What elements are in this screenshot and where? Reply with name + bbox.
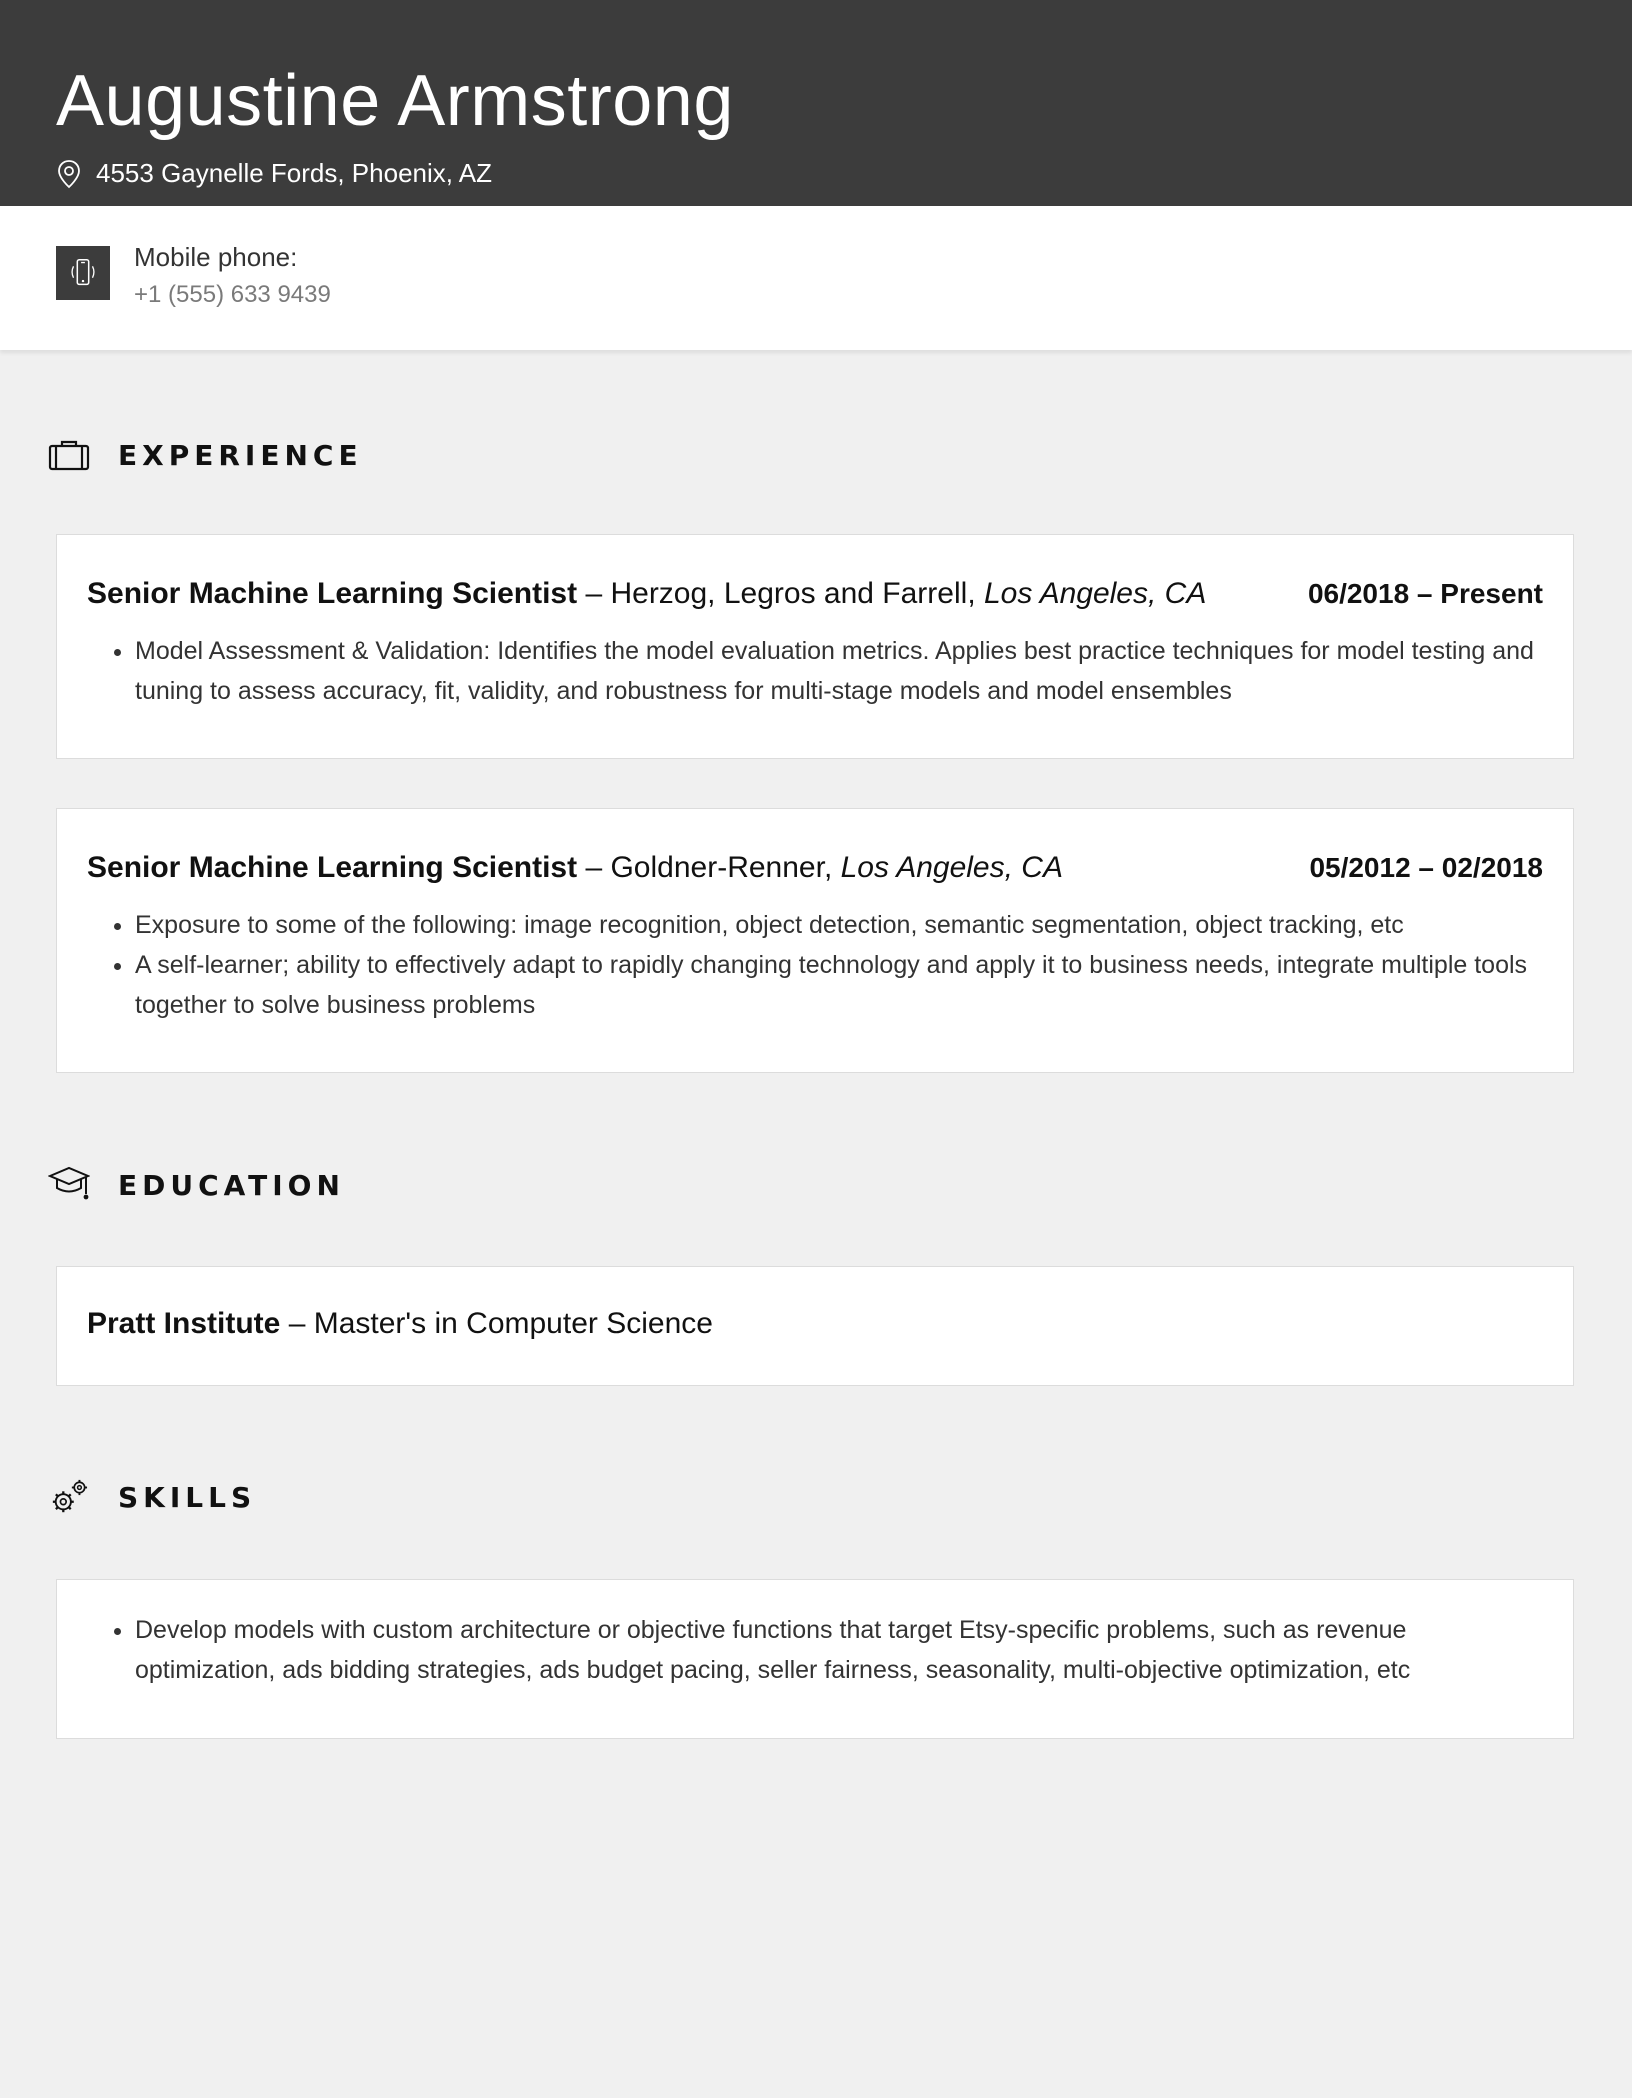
experience-card	[56, 808, 1574, 1073]
comma: ,	[823, 851, 841, 884]
list-item: • Model Assessment & Validation: Identifies the model evaluation metrics. Applies best practice techniques for model testing and tuning to assess accuracy, fit, validity, and robustness for multi-stage models and model ensembles	[135, 631, 1543, 711]
job-location: Los Angeles, CA	[840, 851, 1063, 884]
section-title: SKILLS	[118, 1480, 257, 1514]
section-title: EDUCATION	[118, 1168, 345, 1202]
gears-icon	[48, 1478, 90, 1516]
education-heading	[48, 1166, 345, 1204]
job-bullets	[87, 631, 1543, 711]
skills-list	[87, 1610, 1543, 1690]
education-line	[87, 1307, 713, 1341]
separator: –	[577, 577, 611, 610]
degree-name: Master's in Computer Science	[313, 1307, 713, 1340]
experience-heading	[48, 436, 363, 474]
map-pin-icon	[56, 159, 82, 189]
comma: ,	[967, 577, 984, 610]
mobile-phone-icon	[56, 246, 110, 300]
job-title: Senior Machine Learning Scientist	[87, 577, 578, 610]
school-name: Pratt Institute	[87, 1307, 281, 1340]
skills-heading	[48, 1478, 256, 1516]
phone-value[interactable]: +1 (555) 633 9439	[134, 281, 331, 308]
job-heading	[87, 851, 1543, 885]
address-text: 4553 Gaynelle Fords, Phoenix, AZ	[96, 158, 493, 188]
phone-label: Mobile phone:	[134, 242, 298, 272]
address-line	[56, 158, 492, 189]
list-item: • Develop models with custom architecture or objective functions that target Etsy-specific problems, such as revenue optimization, ads bidding strategies, ads budget pacing, seller fairness, seasonality, multi-objective optimization, etc	[135, 1610, 1543, 1690]
skills-card	[56, 1579, 1574, 1739]
job-dates: 06/2018 – Present	[1307, 578, 1543, 609]
experience-card	[56, 534, 1574, 759]
list-item: • Exposure to some of the following: image recognition, object detection, semantic segmentation, object tracking, etc	[135, 905, 1543, 945]
job-title: Senior Machine Learning Scientist	[87, 851, 578, 884]
company-name: Herzog, Legros and Farrell	[610, 577, 968, 610]
job-dates: 05/2012 – 02/2018	[1309, 852, 1543, 883]
separator: –	[280, 1307, 314, 1340]
briefcase-icon	[48, 436, 90, 474]
graduation-cap-icon	[48, 1166, 90, 1204]
job-heading	[87, 577, 1543, 611]
company-name: Goldner-Renner	[610, 851, 824, 884]
resume-header	[0, 0, 1632, 206]
job-bullets	[87, 905, 1543, 1025]
section-title: EXPERIENCE	[118, 438, 363, 472]
candidate-name: Augustine Armstrong	[56, 61, 734, 141]
list-item: • A self-learner; ability to effectively adapt to rapidly changing technology and apply it to business needs, integrate multiple tools together to solve business problems	[135, 945, 1543, 1025]
education-card	[56, 1266, 1574, 1386]
separator: –	[577, 851, 611, 884]
job-location: Los Angeles, CA	[983, 577, 1207, 610]
contact-bar	[0, 206, 1632, 350]
